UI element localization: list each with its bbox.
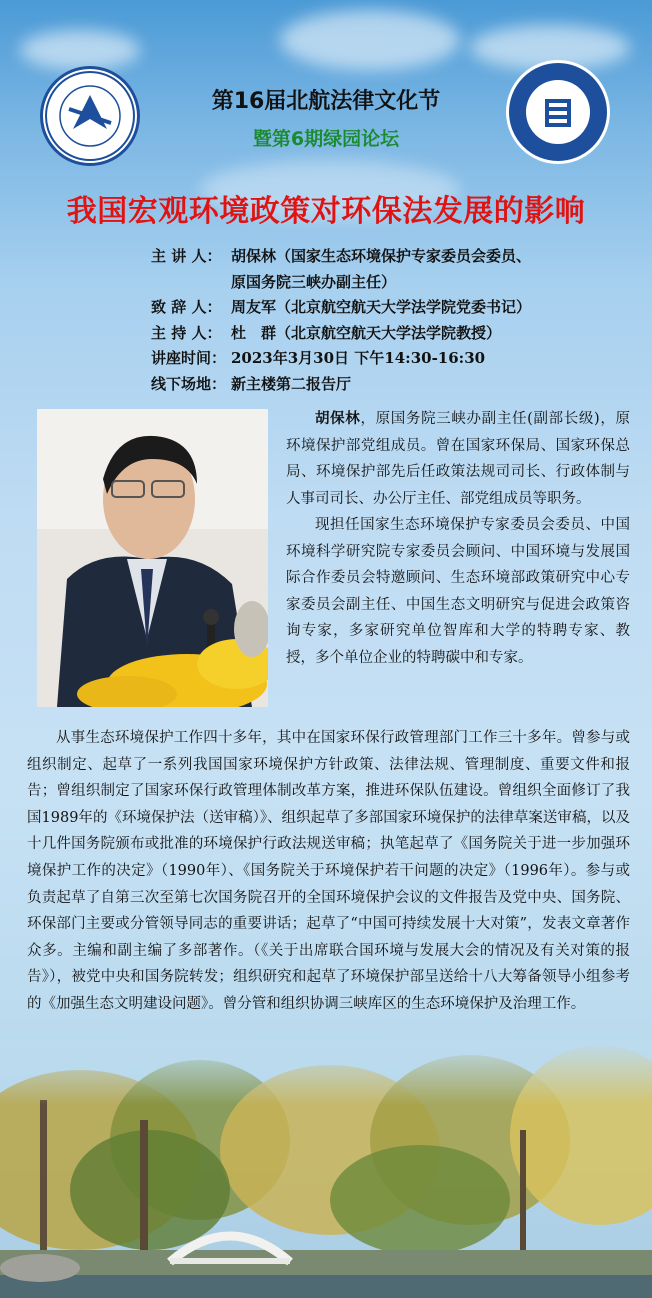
bio-paragraph-3: 从事生态环境保护工作四十多年，其中在国家环保行政管理部门工作三十多年。曾参与或组织制定、起草了一系列我国国家环境保护方针政策、法律法规、管理制度、重要文件和报告；曾组织制定了国家环保行政管理体制改革方案，推进环保队伍建设。曾组织全面修订了我国1989年的《环境保护法（送审稿）》、组织起草了多部国家环境保护的法律草案送审稿，以及十几件国务院颁布或批准的环境保护行政法规送审稿；执笔起草了《国务院关于进一步加强环境保护工作的决定》（1990年）、《国务院关于环境保护若干问题的决定》（1996年）。参与或负责起草了自第三次至第七次国务院召开的全国环境保护会议的文件报告及党中央、国务院、环保部门主要或分管领导同志的重要讲话；起草了“中国可持续发展十大对策”，发表文章著作众多。主编和副主编了多部著作。（《关于出席联合国环境与发展大会的情况及有关对策的报告》），被党中央和国务院转发；组织研究和起草了环境保护部呈送给十八大筹备领导小组参考的《加强生态文明建设问题》。曾分管和组织协调三峡库区的生态环境保护及治理工作。 <box>27 730 630 1012</box>
beihang-law-school-logo <box>506 60 610 164</box>
host-row <box>151 321 631 347</box>
lecture-title: 我国宏观环境政策对环保法发展的影响 <box>66 194 586 229</box>
speaker-name: 胡保林 <box>315 410 361 427</box>
speaker-portrait-icon <box>37 409 268 707</box>
career-description <box>27 725 630 1018</box>
beihang-emblem-icon <box>43 69 137 163</box>
speaker-label: 主 讲 人： <box>151 247 222 265</box>
time-label: 讲座时间： <box>151 349 227 367</box>
speaker-photo <box>37 409 268 707</box>
time-row <box>151 346 631 372</box>
address-row <box>151 295 631 321</box>
venue-label: 线下场地： <box>151 374 227 393</box>
law-school-emblem-icon <box>509 63 607 161</box>
speaker-row-cont <box>151 270 631 296</box>
forum-subtitle: 暨第6期绿园论坛 <box>252 128 400 150</box>
campus-scenery-illustration <box>0 1040 652 1298</box>
speaker-value-cont: 原国务院三峡办副主任） <box>231 272 397 291</box>
bio-paragraph-2: 现担任国家生态环境保护专家委员会委员、中国环境科学研究院专家委员会顾问、中国环境与发展国际合作委员会特邀顾问、生态环境部政策研究中心专家委员会副主任、中国生态文明研究与促进会政策咨询专家，多家研究单位智库和大学的特聘专家、教授，多个单位企业的特聘碳中和专家。 <box>286 517 630 666</box>
host-label: 主 持 人： <box>151 323 222 342</box>
speaker-value: 胡保林（国家生态环境保护专家委员会委员、 <box>231 247 532 265</box>
festival-title: 第16届北航法律文化节 <box>211 89 441 114</box>
lecture-info <box>151 244 631 397</box>
address-label: 致 辞 人： <box>151 298 222 316</box>
speaker-bio <box>286 406 630 671</box>
venue-value: 新主楼第二报告厅 <box>231 374 352 393</box>
host-value: 杜 群（北京航空航天大学法学院教授） <box>231 323 502 342</box>
time-value: 2023年3月30日 下午14:30-16:30 <box>231 349 486 367</box>
venue-row <box>151 372 631 398</box>
speaker-row <box>151 244 631 270</box>
beihang-university-logo <box>40 66 140 166</box>
bio-paragraph-1-text: ，原国务院三峡办副主任(副部长级)，原环境保护部党组成员。曾在国家环保局、国家环保总局、环境保护部先后任政策法规司司长、行政体制与人事司司长、办公厅主任、部党组成员等职务。 <box>286 411 631 507</box>
cloud-decoration <box>20 30 140 70</box>
cloud-decoration <box>280 10 460 70</box>
address-value: 周友军（北京航空航天大学法学院党委书记） <box>231 298 532 316</box>
bio-paragraph-1 <box>286 406 630 512</box>
